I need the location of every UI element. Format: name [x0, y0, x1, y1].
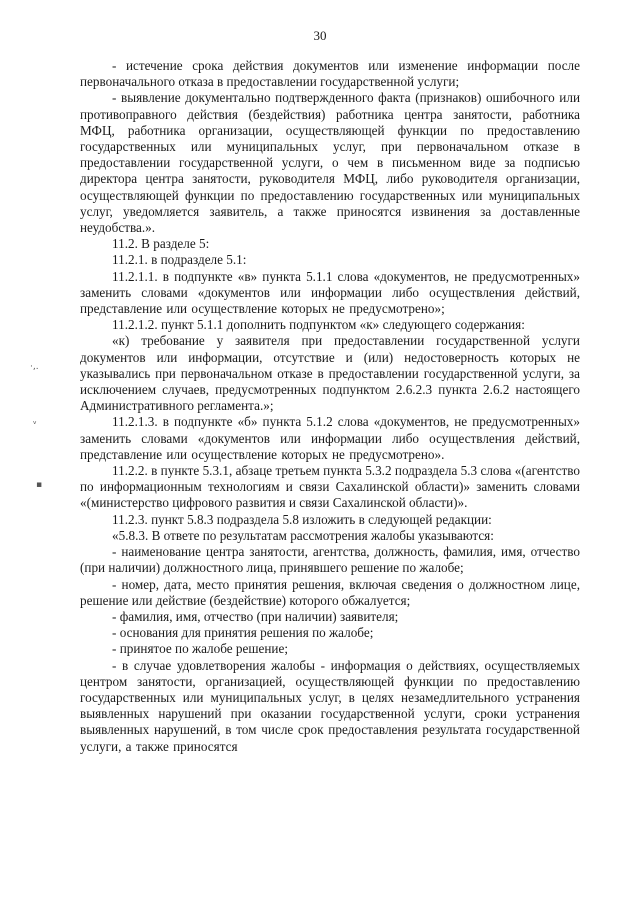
paragraph: - истечение срока действия документов или изменение информации после первоначального отказа в предоставлении государственной услуги; [80, 58, 580, 90]
paragraph: 11.2.1.3. в подпункте «б» пункта 5.1.2 слова «документов, не предусмотренных» заменить словами «документов или информации либо осуществления действий, представление или осуществление которых не предусмотрено». [80, 414, 580, 462]
paragraph: 11.2.1.2. пункт 5.1.1 дополнить подпунктом «к» следующего содержания: [112, 317, 525, 333]
paragraph: - выявление документально подтвержденного факта (признаков) ошибочного или противоправного действия (бездействия) работника центра занятости, работника МФЦ, работника организации, осуществляющей функции по предоставлению государственных или муниципальных услуг, при первоначальном отказе в предоставлении государственной услуги, о чем в письменном виде за подписью директора центра занятости, руководителя МФЦ, либо руководителя организации, осуществляющей функции по предоставлению государственных или муниципальных услуг, уведомляется заявитель, а также приносятся извинения за доставленные неудобства.». [80, 90, 580, 236]
paragraph: 11.2.1.1. в подпункте «в» пункта 5.1.1 слова «документов, не предусмотренных» заменить словами «документов или информации либо осуществления действий, представление или осуществление которых не предусмотрено»; [80, 268, 580, 317]
paragraph: 11.2.1. в подразделе 5.1: [112, 252, 247, 268]
paragraph: - в случае удовлетворения жалобы - информация о действиях, осуществляемых центром занятости, организацией, осуществляющей функции по предоставлению государственных или муниципальных услуг, в целях незамедлительного устранения выявленных нарушений при оказании государственной услуги, сроки устранения выявленных нарушений, в том числе срок предоставления результата государственной услуги, а также приносятся [80, 657, 580, 754]
scan-artifact-mark: ᵛ [33, 420, 37, 430]
paragraph: 11.2. В разделе 5: [112, 236, 210, 252]
paragraph: - номер, дата, место принятия решения, включая сведения о должностном лице, решение или действие (бездействие) которого обжалуется; [80, 576, 580, 608]
paragraph: - наименование центра занятости, агентства, должность, фамилия, имя, отчество (при наличии) должностного лица, принявшего решение по жалобе; [80, 544, 580, 576]
paragraph: 11.2.2. в пункте 5.3.1, абзаце третьем пункта 5.3.2 подраздела 5.3 слова «(агентство по информационным технологиям и связи Сахалинской области)» заменить словами «(министерство цифрового развития и связи Сахалинской области)». [80, 463, 580, 511]
scan-artifact-mark: ·,. [30, 362, 39, 372]
document-body [80, 58, 580, 755]
paragraph: «5.8.3. В ответе по результатам рассмотрения жалобы указываются: [112, 527, 494, 543]
scan-artifact-mark: ▪ [36, 480, 43, 490]
page-number: 30 [313, 28, 327, 43]
paragraph: 11.2.3. пункт 5.8.3 подраздела 5.8 изложить в следующей редакции: [112, 511, 492, 527]
paragraph: - принятое по жалобе решение; [112, 641, 288, 657]
paragraph: «к) требование у заявителя при предоставлении государственной услуги документов или информации, отсутствие и (или) недостоверность которых не указывались при первоначальном отказе в предоставлении государственной услуги, за исключением случаев, предусмотренных подпунктом 2.6.2.3 пункта 2.6.2 настоящего Административного регламента.»; [80, 333, 580, 414]
paragraph: - основания для принятия решения по жалобе; [112, 625, 374, 641]
paragraph: - фамилия, имя, отчество (при наличии) заявителя; [112, 608, 399, 624]
